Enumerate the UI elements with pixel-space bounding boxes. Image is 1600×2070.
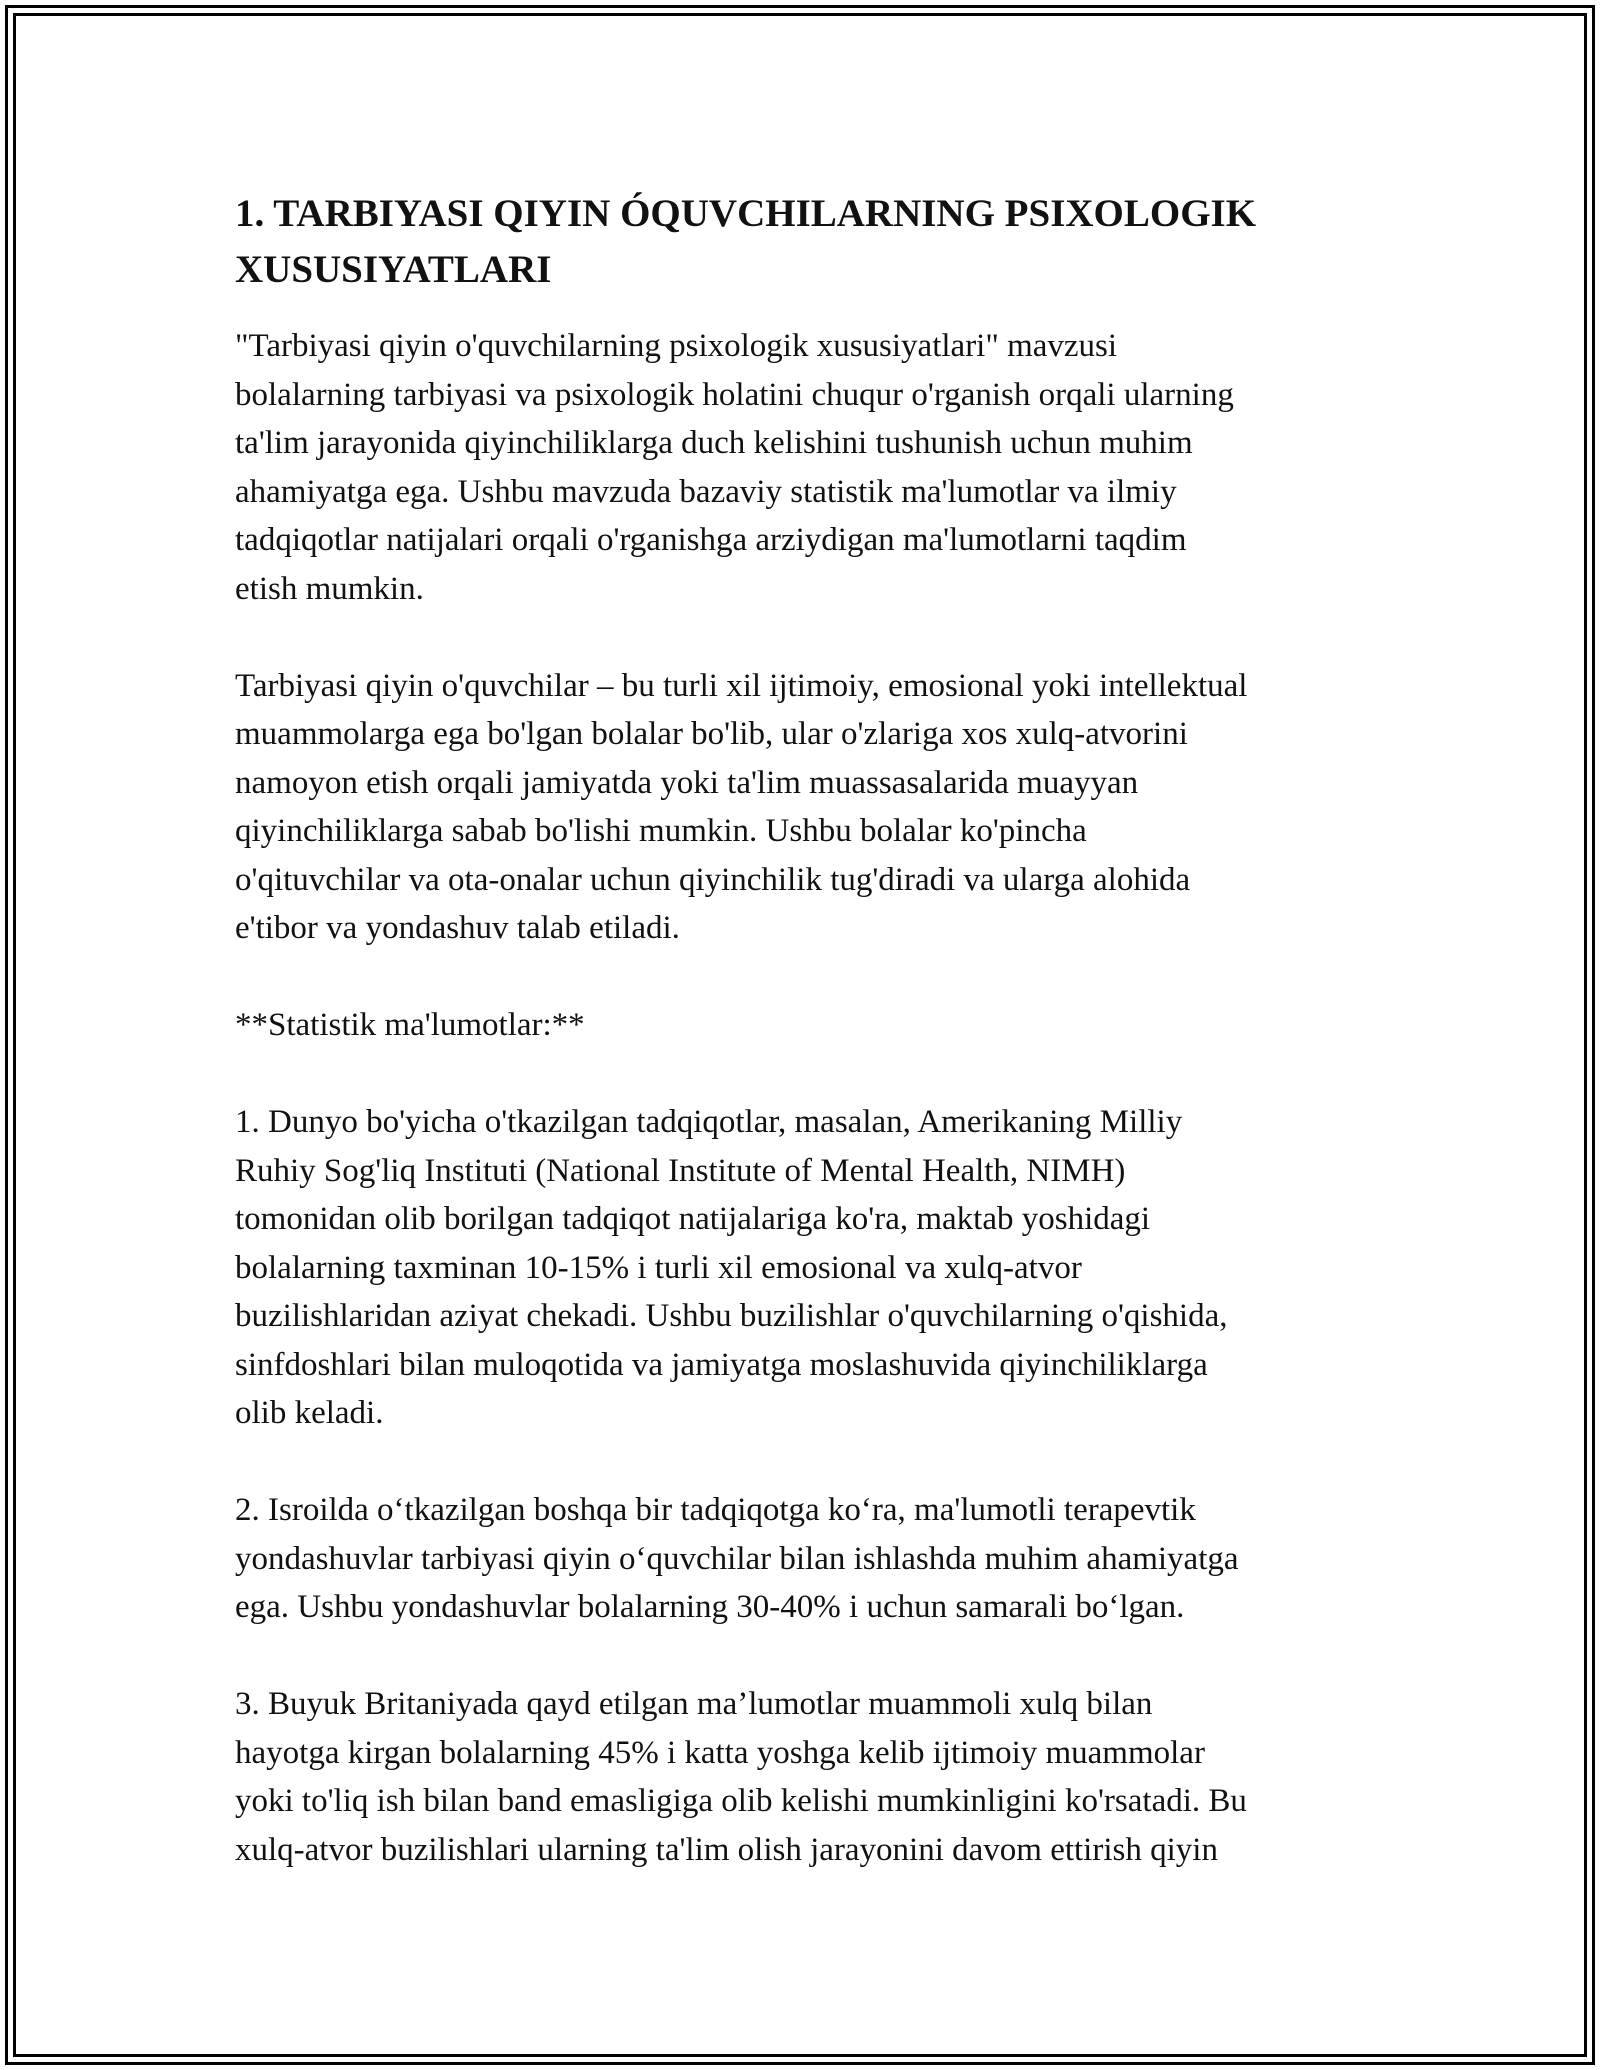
title-line: XUSUSIYATLARI — [235, 248, 552, 291]
paragraph-definition — [235, 662, 1375, 953]
text-line: e'tibor va yondashuv talab etiladi. — [235, 910, 680, 946]
text-line: olib keladi. — [235, 1395, 384, 1431]
section-label-statistics — [235, 1001, 1375, 1050]
text-line: qiyinchiliklarga sabab bo'lishi mumkin. Ushbu bolalar ko'pincha — [235, 813, 1087, 849]
text-line: yoki to'liq ish bilan band emasligiga olib kelishi mumkinligini ko'rsatadi. Bu — [235, 1783, 1247, 1819]
text-line: etish mumkin. — [235, 570, 424, 607]
text-line: **Statistik ma'lumotlar:** — [235, 1007, 585, 1043]
document-body — [235, 186, 1375, 1874]
text-line: tomonidan olib borilgan tadqiqot natijalariga ko'ra, maktab yoshidagi — [235, 1201, 1151, 1237]
text-line: 1. Dunyo bo'yicha o'tkazilgan tadqiqotlar, masalan, Amerikaning Milliy — [235, 1104, 1183, 1140]
text-line: bolalarning tarbiyasi va psixologik holatini chuqur o'rganish orqali ularning — [235, 376, 1234, 413]
text-line: 3. Buyuk Britaniyada qayd etilgan ma’lumotlar muammoli xulq bilan — [235, 1686, 1153, 1722]
text-line: namoyon etish orqali jamiyatda yoki ta'lim muassasalarida muayyan — [235, 764, 1139, 801]
paragraph-intro — [235, 322, 1375, 613]
text-line: "Tarbiyasi qiyin o'quvchilarning psixologik xususiyatlari" mavzusi — [235, 328, 1118, 364]
paragraph-stat-3 — [235, 1680, 1375, 1874]
text-line: yondashuvlar tarbiyasi qiyin o‘quvchilar bilan ishlashda muhim ahamiyatga — [235, 1540, 1239, 1577]
text-line: o'qituvchilar va ota-onalar uchun qiyinchilik tug'diradi va ularga alohida — [235, 861, 1191, 898]
text-line: tadqiqotlar natijalari orqali o'rganishga arziydigan ma'lumotlarni taqdim — [235, 522, 1187, 558]
text-line: Ruhiy Sog'liq Instituti (National Institute of Mental Health, NIMH) — [235, 1152, 1126, 1189]
text-line: ega. Ushbu yondashuvlar bolalarning 30-40% i uchun samarali bo‘lgan. — [235, 1589, 1185, 1625]
paragraph-stat-2 — [235, 1486, 1375, 1632]
text-line: buzilishlaridan aziyat chekadi. Ushbu buzilishlar o'quvchilarning o'qishida, — [235, 1298, 1228, 1334]
text-line: bolalarning taxminan 10-15% i turli xil emosional va xulq-atvor — [235, 1249, 1082, 1286]
document-title — [235, 186, 1375, 298]
text-line: 2. Isroilda o‘tkazilgan boshqa bir tadqiqotga ko‘ra, ma'lumotli terapevtik — [235, 1492, 1196, 1528]
text-line: hayotga kirgan bolalarning 45% i katta yoshga kelib ijtimoiy muammolar — [235, 1734, 1205, 1771]
text-line: muammolarga ega bo'lgan bolalar bo'lib, ular o'zlariga xos xulq-atvorini — [235, 716, 1188, 752]
paragraph-stat-1 — [235, 1098, 1375, 1438]
text-line: ahamiyatga ega. Ushbu mavzuda bazaviy statistik ma'lumotlar va ilmiy — [235, 473, 1177, 510]
text-line: sinfdoshlari bilan muloqotida va jamiyatga moslashuvida qiyinchiliklarga — [235, 1346, 1208, 1383]
text-line: ta'lim jarayonida qiyinchiliklarga duch kelishini tushunish uchun muhim — [235, 425, 1193, 461]
title-line: 1. TARBIYASI QIYIN ÓQUVCHILARNING PSIXOLOGIK — [235, 192, 1257, 235]
text-line: Tarbiyasi qiyin o'quvchilar – bu turli xil ijtimoiy, emosional yoki intellektual — [235, 667, 1248, 704]
text-line: xulq-atvor buzilishlari ularning ta'lim olish jarayonini davom ettirish qiyin — [235, 1831, 1218, 1868]
